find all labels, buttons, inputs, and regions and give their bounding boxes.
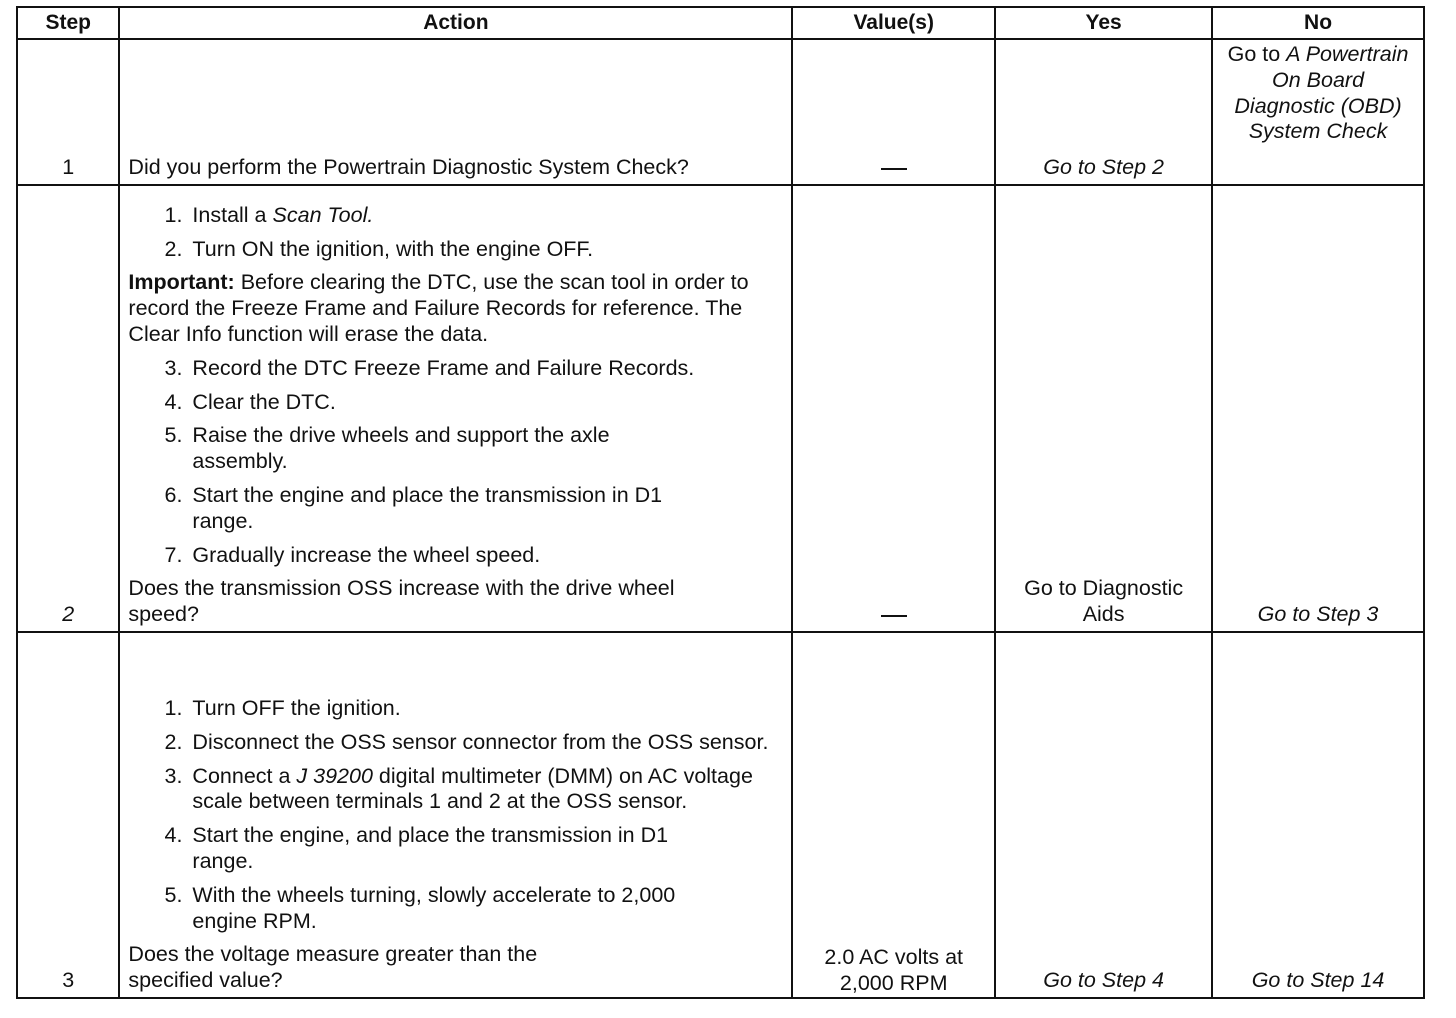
list-item: 4. Start the engine, and place the transmission in D1 range.: [164, 823, 669, 874]
list-item: 2. Turn ON the ignition, with the engine OFF.: [164, 236, 594, 261]
action-steps: [128, 203, 783, 263]
yes-link-step-4[interactable]: Go to Step 4: [995, 632, 1212, 998]
action-steps: [128, 356, 783, 569]
table-row-step-2: [17, 185, 1424, 632]
multimeter-tool-link[interactable]: J 39200: [296, 763, 373, 788]
yes-link-step-2[interactable]: Go to Step 2: [995, 39, 1212, 185]
value-dash: [881, 168, 907, 170]
header-step: Step: [17, 7, 119, 39]
action-cell: [119, 185, 792, 632]
action-cell: [119, 632, 792, 998]
step-number: 1: [17, 39, 119, 185]
header-no: No: [1212, 7, 1424, 39]
value-dash: [881, 615, 907, 617]
no-link-step-3[interactable]: Go to Step 3: [1212, 185, 1424, 632]
important-label: Important:: [128, 270, 235, 295]
diagnostic-table: [16, 6, 1425, 999]
header-action: Action: [119, 7, 792, 39]
list-item: 2. Disconnect the OSS sensor connector from the OSS sensor.: [164, 729, 769, 754]
scan-tool-link[interactable]: Scan Tool.: [272, 202, 374, 227]
value-cell: [792, 185, 995, 632]
table-row-step-3: [17, 632, 1424, 998]
list-item: 5. Raise the drive wheels and support the axle assembly.: [164, 423, 610, 474]
action-steps: [128, 696, 783, 934]
action-question: Did you perform the Powertrain Diagnostic System Check?: [128, 155, 689, 180]
step-number: 3: [17, 632, 119, 998]
list-item: 3. Connect a J 39200 digital multimeter (DMM) on AC voltage scale between terminals 1 and 2 at the OSS sensor.: [164, 763, 753, 814]
header-yes: Yes: [995, 7, 1212, 39]
list-item: 1. Turn OFF the ignition.: [164, 696, 401, 721]
list-item: 5. With the wheels turning, slowly accelerate to 2,000 engine RPM.: [164, 882, 676, 933]
no-link-step-14[interactable]: Go to Step 14: [1212, 632, 1424, 998]
list-item: 7. Gradually increase the wheel speed.: [164, 542, 541, 567]
list-item: 1. Install a Scan Tool.: [164, 202, 374, 227]
step-number: 2: [17, 185, 119, 632]
header-values: Value(s): [792, 7, 995, 39]
value-cell: 2.0 AC volts at 2,000 RPM: [792, 632, 995, 998]
important-note: Important: Before clearing the DTC, use the scan tool in order to record the Freeze Frame and Failure Records for reference. The Clear Info function will erase the data.: [128, 270, 749, 347]
no-prefix: Go to: [1227, 42, 1281, 66]
value-cell: [792, 39, 995, 185]
action-question: Does the voltage measure greater than the specified value?: [128, 942, 538, 993]
yes-link-diagnostic-aids[interactable]: Go to Diagnostic Aids: [995, 185, 1212, 632]
list-item: 3. Record the DTC Freeze Frame and Failure Records.: [164, 355, 695, 380]
header-row: [17, 7, 1424, 39]
action-cell: [119, 39, 792, 185]
table-row-step-1: [17, 39, 1424, 185]
action-question: Does the transmission OSS increase with the drive wheel speed?: [128, 576, 675, 627]
list-item: 6. Start the engine and place the transmission in D1 range.: [164, 483, 663, 533]
no-link-obd-system-check[interactable]: A Powertrain On Board Diagnostic (OBD) System Check: [1234, 42, 1409, 144]
no-cell: [1212, 39, 1424, 185]
list-item: 4. Clear the DTC.: [164, 389, 336, 414]
